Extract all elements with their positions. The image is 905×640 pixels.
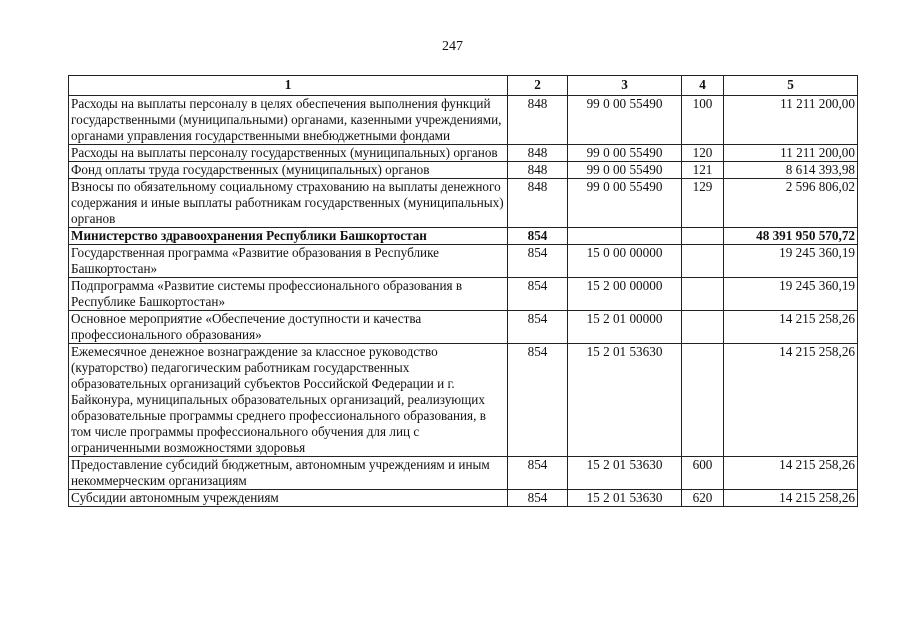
row-csr-cell: 15 2 01 53630	[568, 490, 682, 507]
row-csr-cell: 15 2 01 00000	[568, 311, 682, 344]
row-amount-cell: 11 211 200,00	[724, 96, 858, 145]
table-row	[69, 278, 858, 311]
row-vr-cell	[682, 311, 724, 344]
row-vr-cell	[682, 344, 724, 457]
row-amount-cell: 14 215 258,26	[724, 490, 858, 507]
table-row	[69, 311, 858, 344]
row-csr-cell: 99 0 00 55490	[568, 96, 682, 145]
row-vr-cell: 620	[682, 490, 724, 507]
row-csr-cell: 15 2 00 00000	[568, 278, 682, 311]
row-vedom-cell: 854	[508, 311, 568, 344]
row-vr-cell	[682, 228, 724, 245]
row-vr-cell: 129	[682, 179, 724, 228]
row-name-cell: Субсидии автономным учреждениям	[69, 490, 508, 507]
row-vedom-cell: 854	[508, 228, 568, 245]
row-vedom-cell: 854	[508, 490, 568, 507]
row-amount-cell: 19 245 360,19	[724, 245, 858, 278]
page-number: 247	[442, 39, 463, 54]
row-name-cell: Расходы на выплаты персоналу в целях обеспечения выполнения функций государственными (муниципальными) органами, казенными учреждениями, органами управления государственными внебюджетными фондами	[69, 96, 508, 145]
table-row	[69, 490, 858, 507]
table-row	[69, 179, 858, 228]
row-amount-cell: 14 215 258,26	[724, 344, 858, 457]
row-vedom-cell: 848	[508, 179, 568, 228]
row-vedom-cell: 848	[508, 96, 568, 145]
table-body	[69, 96, 858, 507]
row-name-cell: Ежемесячное денежное вознаграждение за классное руководство (кураторство) педагогическим работникам государственных образовательных организаций субъектов Российской Федерации и г. Байконура, муниципальных образовательных организаций, реализующих образовательные программы среднего профессионального образования, в том числе программы профессионального обучения для лиц с ограниченными возможностями здоровья	[69, 344, 508, 457]
row-vr-cell: 100	[682, 96, 724, 145]
header-amount: 5	[724, 76, 858, 96]
row-name-cell: Предоставление субсидий бюджетным, автономным учреждениям и иным некоммерческим организациям	[69, 457, 508, 490]
header-csr: 3	[568, 76, 682, 96]
row-name-cell: Государственная программа «Развитие образования в Республике Башкортостан»	[69, 245, 508, 278]
row-vr-cell	[682, 278, 724, 311]
row-name-cell: Министерство здравоохранения Республики Башкортостан	[69, 228, 508, 245]
row-vedom-cell: 854	[508, 344, 568, 457]
row-csr-cell: 15 2 01 53630	[568, 457, 682, 490]
table-row	[69, 344, 858, 457]
header-vedom: 2	[508, 76, 568, 96]
row-name-cell: Фонд оплаты труда государственных (муниципальных) органов	[69, 162, 508, 179]
row-csr-cell: 99 0 00 55490	[568, 162, 682, 179]
row-vedom-cell: 854	[508, 457, 568, 490]
row-name-cell: Основное мероприятие «Обеспечение доступности и качества профессионального образования»	[69, 311, 508, 344]
row-name-cell: Расходы на выплаты персоналу государственных (муниципальных) органов	[69, 145, 508, 162]
row-amount-cell: 8 614 393,98	[724, 162, 858, 179]
row-csr-cell: 99 0 00 55490	[568, 179, 682, 228]
header-name: 1	[69, 76, 508, 96]
row-csr-cell: 99 0 00 55490	[568, 145, 682, 162]
row-name-cell: Подпрограмма «Развитие системы профессионального образования в Республике Башкортостан»	[69, 278, 508, 311]
budget-table	[68, 75, 858, 507]
row-vr-cell: 600	[682, 457, 724, 490]
header-vr: 4	[682, 76, 724, 96]
row-csr-cell: 15 2 01 53630	[568, 344, 682, 457]
row-amount-cell: 14 215 258,26	[724, 457, 858, 490]
row-amount-cell: 2 596 806,02	[724, 179, 858, 228]
row-vedom-cell: 848	[508, 145, 568, 162]
table-row	[69, 228, 858, 245]
row-amount-cell: 14 215 258,26	[724, 311, 858, 344]
row-vedom-cell: 848	[508, 162, 568, 179]
row-amount-cell: 48 391 950 570,72	[724, 228, 858, 245]
row-csr-cell: 15 0 00 00000	[568, 245, 682, 278]
row-name-cell: Взносы по обязательному социальному страхованию на выплаты денежного содержания и иные выплаты работникам государственных (муниципальных) органов	[69, 179, 508, 228]
row-amount-cell: 19 245 360,19	[724, 278, 858, 311]
row-csr-cell	[568, 228, 682, 245]
row-amount-cell: 11 211 200,00	[724, 145, 858, 162]
row-vr-cell: 120	[682, 145, 724, 162]
row-vedom-cell: 854	[508, 278, 568, 311]
table-row	[69, 96, 858, 145]
row-vr-cell	[682, 245, 724, 278]
table-row	[69, 145, 858, 162]
row-vedom-cell: 854	[508, 245, 568, 278]
table-row	[69, 245, 858, 278]
table-header-row	[69, 76, 858, 96]
row-vr-cell: 121	[682, 162, 724, 179]
table-row	[69, 457, 858, 490]
table-row	[69, 162, 858, 179]
